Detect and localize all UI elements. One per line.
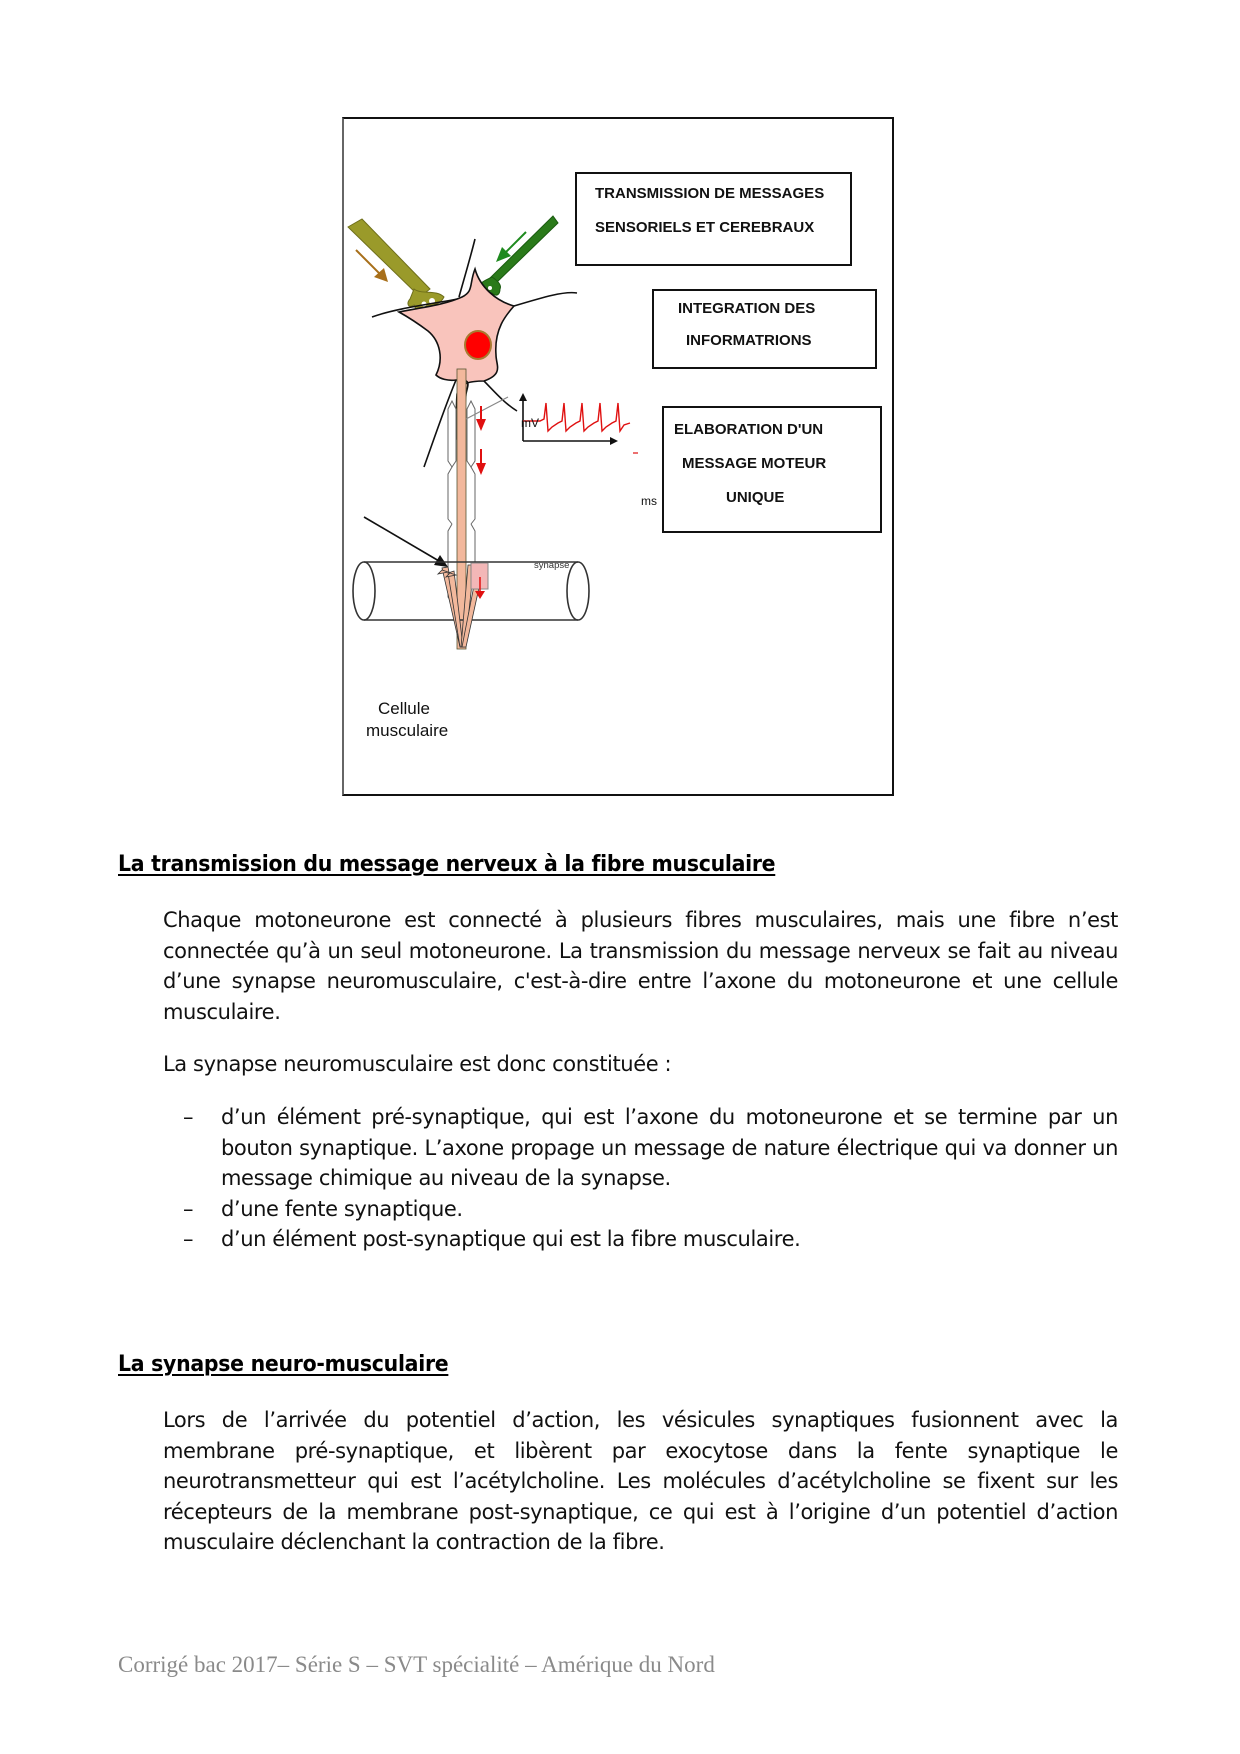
- muscle-cell-label-line1: Cellule: [378, 699, 430, 718]
- page-footer: Corrigé bac 2017– Série S – SVT spécialité – Amérique du Nord: [118, 1652, 715, 1677]
- paragraph: La synapse neuromusculaire est donc constituée :: [163, 1052, 672, 1076]
- list-item: [163, 1102, 1118, 1194]
- action-potential-arrow-icon: [476, 406, 486, 475]
- synapse-pointer-arrow-icon: [364, 517, 448, 567]
- neuron-diagram-figure: [342, 117, 894, 796]
- box-line: INFORMATRIONS: [686, 332, 812, 349]
- list-item-text: d’un élément pré-synaptique, qui est l’axone du motoneurone et se termine par un bouton synaptique. L’axone propage un message de nature électrique qui va donner un message chimique au niveau de la synapse.: [221, 1105, 1118, 1190]
- box-line: TRANSMISSION DE MESSAGES: [595, 185, 825, 202]
- box-line: INTEGRATION DES: [678, 300, 816, 317]
- cerebral-fiber-icon: [480, 216, 558, 295]
- bullet-dash: –: [183, 1105, 194, 1129]
- spike-train: [523, 403, 630, 431]
- box-line: MESSAGE MOTEUR: [682, 455, 827, 472]
- muscle-cell-label-line2: musculaire: [366, 721, 449, 740]
- list-item: [163, 1224, 1118, 1255]
- paragraph: Chaque motoneurone est connecté à plusieurs fibres musculaires, mais une fibre n’est connectée qu’à un seul motoneurone. La transmission du message nerveux se fait au niveau d’une synapse neuromusculaire, c'est-à-dire entre l’axone du motoneurone et une cellule musculaire.: [163, 908, 1118, 1024]
- label-box-integration: [652, 289, 877, 369]
- list-item: [163, 1194, 1118, 1225]
- section-title-transmission: La transmission du message nerveux à la fibre musculaire: [118, 852, 776, 877]
- paragraph: Lors de l’arrivée du potentiel d’action, les vésicules synaptiques fusionnent avec la membrane pré-synaptique, et libèrent par exocytose dans la fente synaptique le neurotransmetteur qui est l’acétylcholine. Les molécules d’acétylcholine se fixent sur les récepteurs de la membrane post-synaptique, ce qui est à l’origine d’un potentiel d’action musculaire déclenchant la contraction de la fibre.: [163, 1408, 1118, 1554]
- box-line: UNIQUE: [726, 489, 785, 506]
- synapse-components-list: [163, 1102, 1118, 1255]
- sensory-fiber-icon: [348, 219, 444, 311]
- section-title-synapse: La synapse neuro-musculaire: [118, 1352, 449, 1377]
- label-box-elaboration: [662, 406, 882, 533]
- list-item-text: d’une fente synaptique.: [221, 1196, 463, 1221]
- box-line: ELABORATION D'UN: [674, 421, 824, 438]
- graph-x-label: ms: [641, 494, 657, 508]
- label-box-transmission: [575, 172, 852, 266]
- list-item-text: d’un élément post-synaptique qui est la fibre musculaire.: [221, 1227, 801, 1251]
- graph-y-label: mV: [521, 416, 539, 430]
- nucleus-icon: [465, 331, 491, 359]
- synapse-label: synapse: [534, 560, 570, 571]
- box-line: SENSORIELS ET CEREBRAUX: [595, 219, 815, 236]
- bullet-dash: –: [183, 1196, 194, 1221]
- bullet-dash: –: [183, 1227, 194, 1251]
